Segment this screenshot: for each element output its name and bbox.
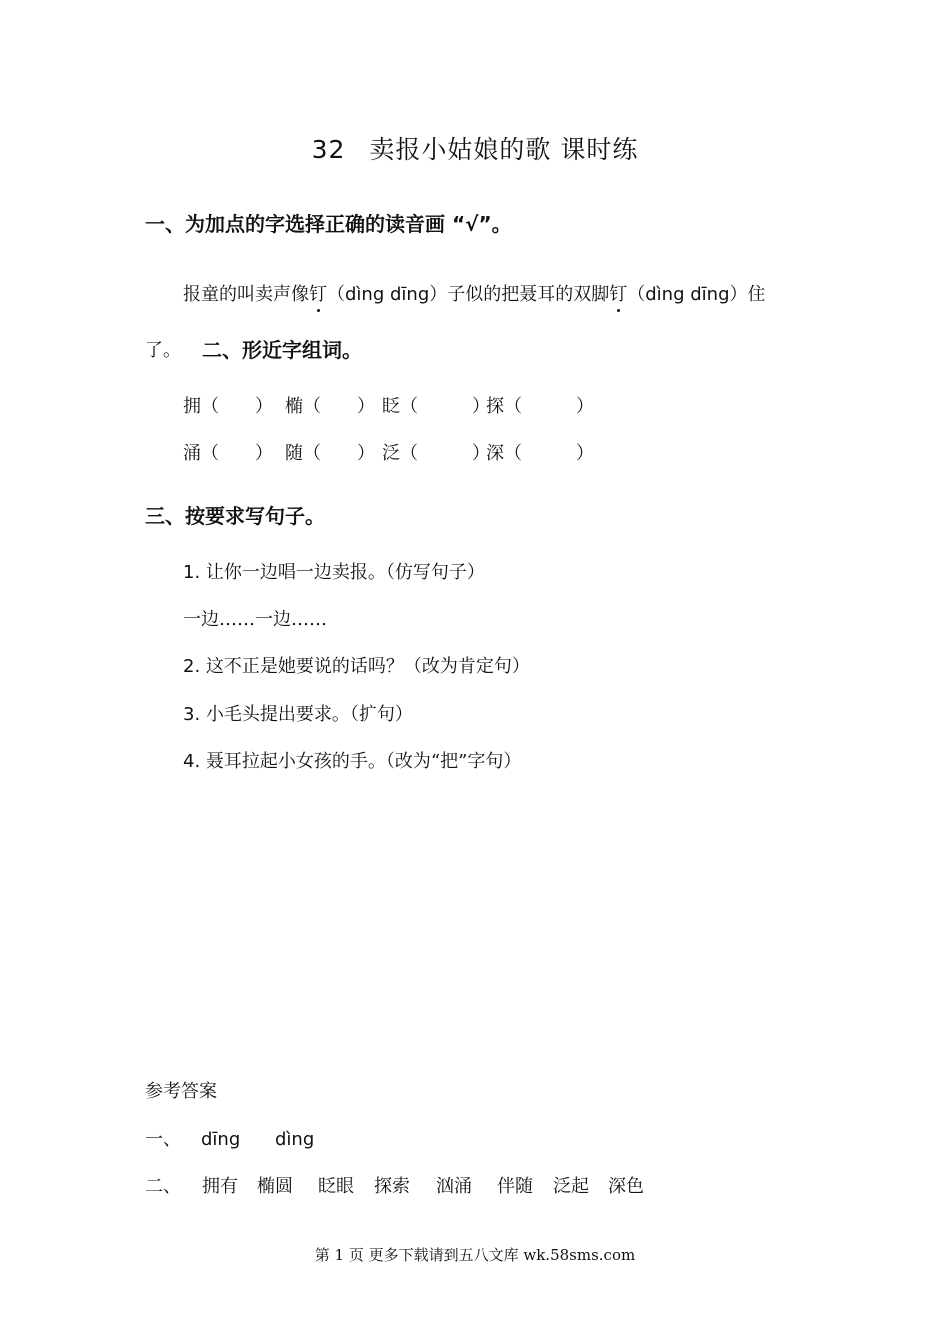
answer-value: dìng [275,1129,315,1150]
item-number: 3. [183,704,201,725]
answer-value: 汹涌 [436,1176,472,1197]
word-row-2 [183,439,594,465]
word-cell: 拥（ ） [183,396,273,417]
answer-row-2 [145,1172,644,1198]
item-text: 让你一边唱一边卖报。（仿写句子） [205,562,485,583]
word-row-1 [183,392,594,418]
answers-heading: 参考答案 [145,1081,217,1102]
answer-value: 眨眼 [318,1176,354,1197]
lesson-title: 卖报小姑娘的歌 课时练 [369,135,639,164]
answer-value: 探索 [374,1176,410,1197]
list-item [183,652,530,678]
item-number: 1. [183,562,201,583]
lesson-number: 32 [311,135,346,164]
word-cell: 涌（ ） [183,443,273,464]
word-cell: 泛（ ） [382,443,490,464]
list-item [183,747,521,773]
answer-value: 泛起 [553,1176,589,1197]
answer-value: 椭圆 [257,1176,293,1197]
dotted-char-2: 钉 [609,280,627,306]
word-cell: 眨（ ） [382,396,490,417]
section2-heading: 二、形近字组词。 [202,338,362,362]
section1-sentence [183,280,766,306]
list-item [183,558,485,584]
answer-value: dīng [201,1129,241,1150]
dotted-char-1: 钉 [309,280,327,306]
answer-row-1 [145,1125,314,1151]
sentence-part-a: 报童的叫卖声像 [183,284,309,305]
list-item [183,605,327,631]
sentence-part-b: 子似的把聂耳的双脚 [447,284,610,305]
answer-label: 一、 [145,1129,181,1150]
item-text: 聂耳拉起小女孩的手。（改为“把”字句） [205,751,522,772]
word-cell: 探（ ） [486,396,594,417]
answer-label: 二、 [145,1176,181,1197]
answer-value: 拥有 [202,1176,238,1197]
answer-value: 伴随 [497,1176,533,1197]
page-footer: 第 1 页 更多下载请到五八文库 wk.58sms.com [314,1246,636,1264]
item-text: 小毛头提出要求。（扩句） [205,704,413,725]
word-cell: 椭（ ） [285,396,375,417]
word-cell: 随（ ） [285,443,375,464]
item-text: 这不正是她要说的话吗？（改为肯定句） [205,656,530,677]
section3-heading: 三、按要求写句子。 [145,504,325,528]
page-title [0,130,950,166]
pinyin-choice-1: （dìng dīng） [327,284,448,305]
sentence-part-c: 住 [747,284,766,305]
answer-value: 深色 [608,1176,644,1197]
item-number: 2. [183,656,201,677]
list-item [183,700,413,726]
pinyin-choice-2: （dìng dīng） [627,284,748,305]
section1-heading: 一、为加点的字选择正确的读音画 “√”。 [145,212,512,236]
word-cell: 深（ ） [486,443,594,464]
item-number: 4. [183,751,201,772]
sentence-end: 了。 [145,340,181,361]
item-text: 一边……一边…… [183,609,327,630]
